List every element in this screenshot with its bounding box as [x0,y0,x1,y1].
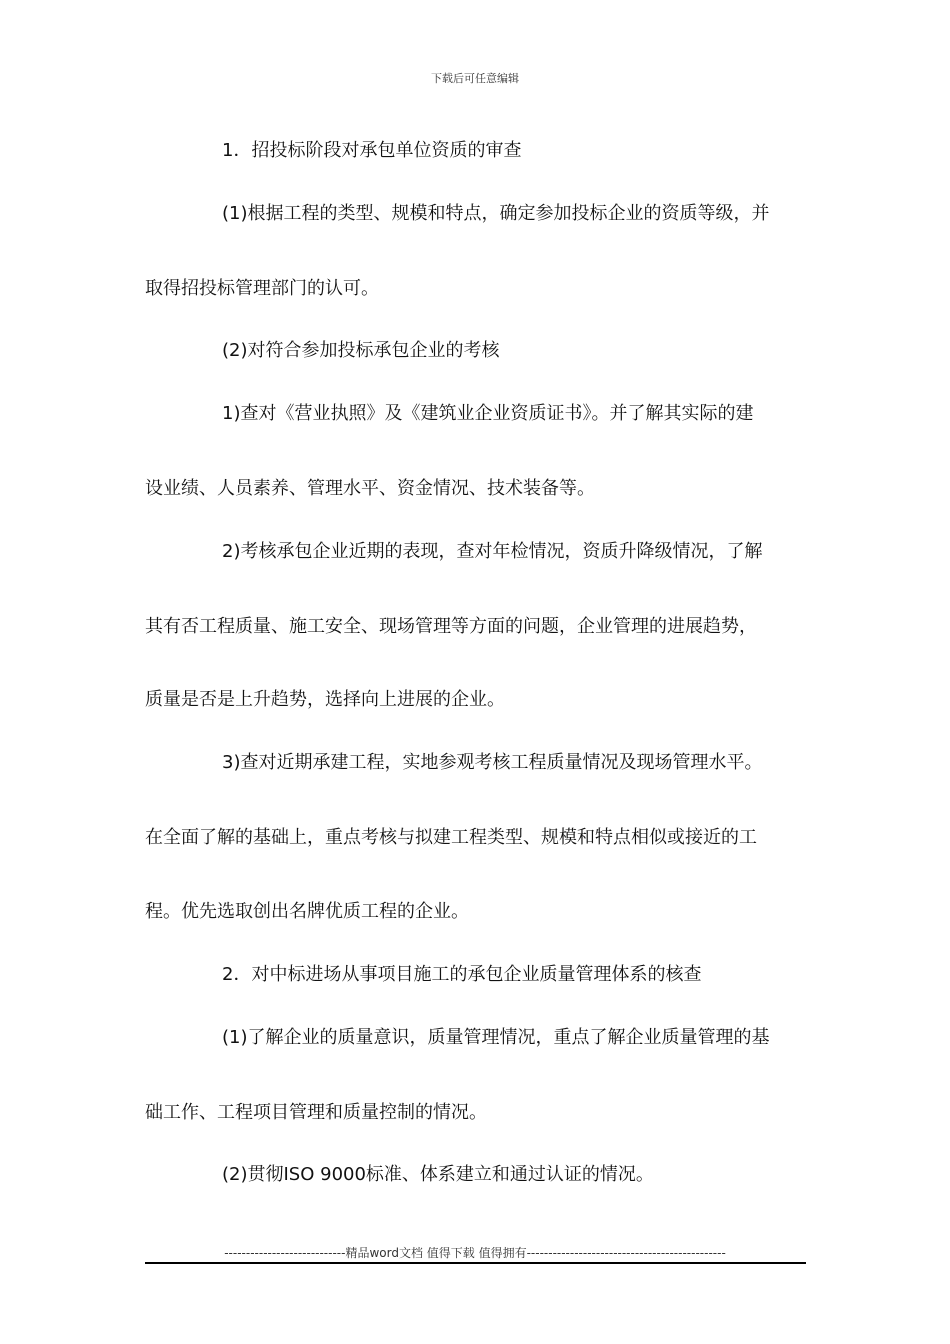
paragraph-line: 程。优先选取创出名牌优质工程的企业。 [145,901,469,922]
paragraph-line: 础工作、工程项目管理和质量控制的情况。 [145,1102,487,1123]
section-heading-2: 2．对中标进场从事项目施工的承包企业质量管理体系的核查 [222,964,702,985]
paragraph-line: 设业绩、人员素养、管理水平、资金情况、技术装备等。 [145,478,595,499]
paragraph-line: 2)考核承包企业近期的表现，查对年检情况，资质升降级情况，了解 [222,541,763,562]
paragraph-line: (1)根据工程的类型、规模和特点，确定参加投标企业的资质等级，并 [222,203,770,224]
paragraph-line: 质量是否是上升趋势，选择向上进展的企业。 [145,689,505,710]
paragraph-line: 在全面了解的基础上，重点考核与拟建工程类型、规模和特点相似或接近的工 [145,827,757,848]
page-footer: ----------------------------精品word文档 值得下载 值得拥有---------------------------------------------- [224,1246,726,1260]
page-header: 下载后可任意编辑 [431,72,519,85]
paragraph-line: (2)贯彻ISO 9000标准、体系建立和通过认证的情况。 [222,1164,654,1185]
subheading-line: (2)对符合参加投标承包企业的考核 [222,340,500,361]
footer-divider [145,1262,806,1264]
paragraph-line: (1)了解企业的质量意识，质量管理情况，重点了解企业质量管理的基 [222,1027,770,1048]
paragraph-line: 其有否工程质量、施工安全、现场管理等方面的问题，企业管理的进展趋势， [145,616,757,637]
section-heading-1: 1．招投标阶段对承包单位资质的审查 [222,140,522,161]
paragraph-line: 1)查对《营业执照》及《建筑业企业资质证书》。并了解其实际的建 [222,403,754,424]
paragraph-line: 取得招投标管理部门的认可。 [145,278,379,299]
paragraph-line: 3)查对近期承建工程，实地参观考核工程质量情况及现场管理水平。 [222,752,763,773]
